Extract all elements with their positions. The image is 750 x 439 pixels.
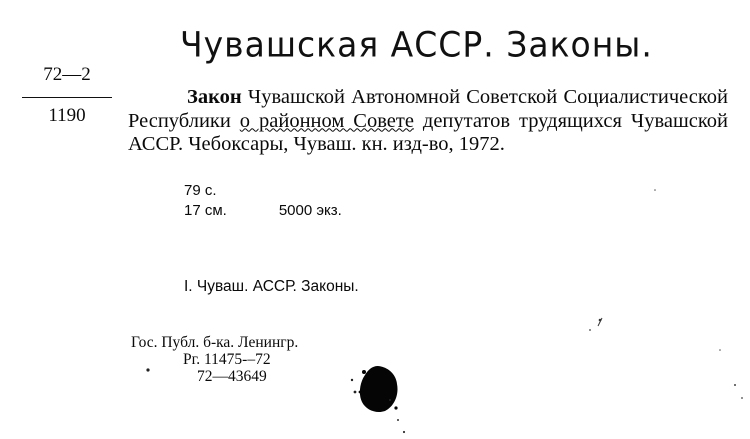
collation-size-row: [184, 201, 342, 221]
call-number-divider: [22, 97, 112, 98]
record-number-2: 72—43649: [197, 368, 267, 385]
handwritten-heading: Чувашская АССР. Законы.: [180, 24, 653, 65]
subject-tracing: I. Чуваш. АССР. Законы.: [184, 278, 359, 295]
main-entry-lead: Закон: [187, 86, 242, 108]
main-entry-underlined: о районном Совете: [239, 109, 414, 132]
record-number-1: Рг. 11475-–72: [183, 351, 271, 368]
main-entry-text-2: депутатов трудящихся Чувашской АССР. Чебоксары, Чуваш. кн. изд-во, 1972.: [128, 109, 728, 155]
main-entry-text-1: Чувашской Автономной Советской Социалистической Республики: [128, 86, 728, 132]
call-number: [22, 63, 112, 128]
call-number-top: 72—2: [43, 64, 91, 85]
collation: [184, 181, 342, 221]
library-location: [131, 334, 298, 385]
call-number-bottom: 1190: [48, 105, 86, 126]
library-name: Гос. Публ. б-ка. Ленингр.: [131, 334, 299, 351]
collation-size: 17 см.: [184, 202, 227, 219]
ink-blot: [358, 364, 400, 414]
collation-copies: 5000 экз.: [278, 202, 342, 219]
main-entry: [128, 86, 728, 157]
collation-pages: 79 с.: [184, 182, 217, 199]
